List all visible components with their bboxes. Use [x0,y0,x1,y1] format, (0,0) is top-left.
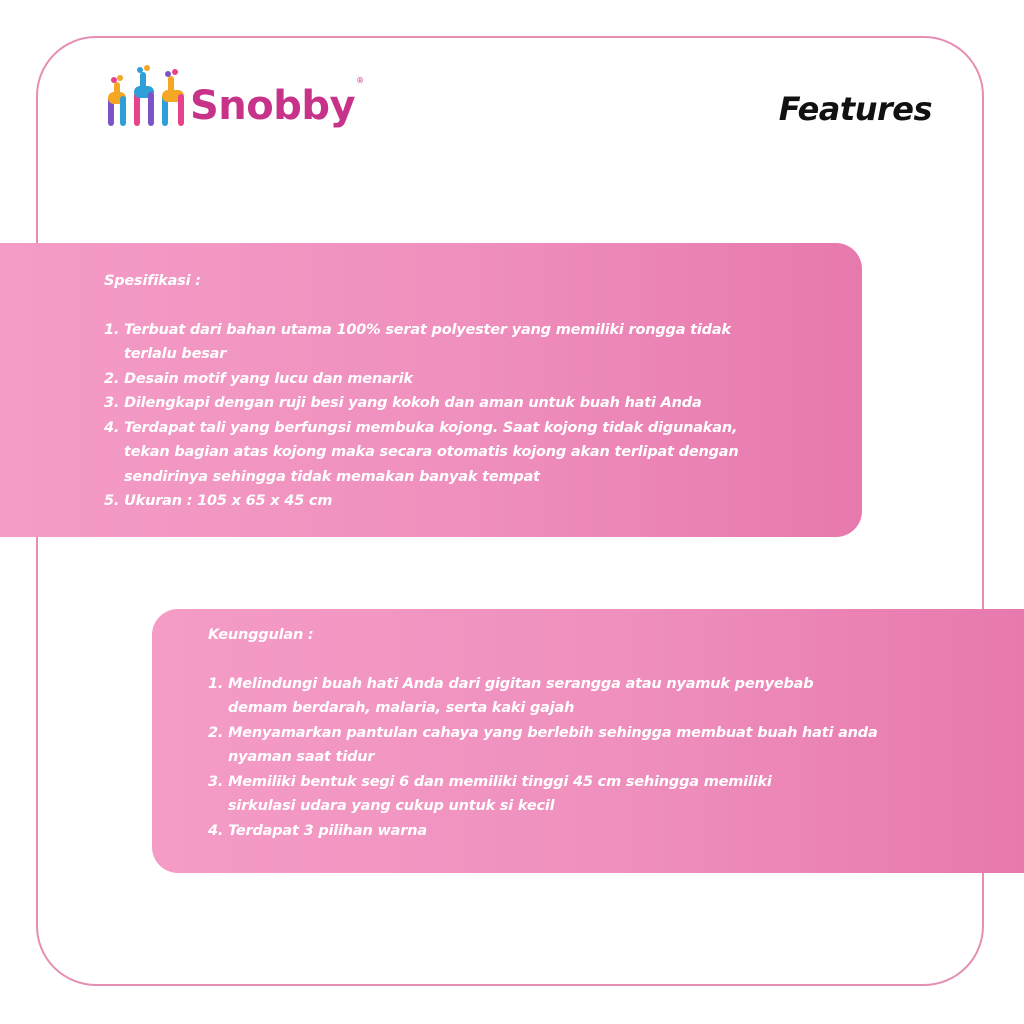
item-text: Terdapat 3 pilihan warna [228,822,427,839]
list-item [104,416,862,490]
item-number: 4. [104,419,120,436]
giraffe-logo-icon [104,62,188,132]
item-number: 3. [104,395,120,411]
list-item [208,770,1024,819]
item-text: Desain motif yang lucu dan menarik [124,370,413,387]
list-item [104,367,862,392]
list-item [208,721,1024,770]
list-item [104,391,862,416]
item-text-continued: demam berdarah, malaria, serta kaki gajah [228,700,575,716]
registered-mark: ® [356,76,365,85]
keunggulan-list [208,672,1024,844]
item-text: Menyamarkan pantulan cahaya yang berlebih sehingga membuat buah hati anda [228,724,878,741]
item-number: 3. [208,773,224,790]
list-item [104,489,862,514]
item-number: 5. [104,493,120,509]
item-number: 1. [208,675,224,692]
page-title: Features [778,90,932,128]
spesifikasi-panel [0,243,862,537]
item-text: Terdapat tali yang berfungsi membuka kojong. Saat kojong tidak digunakan, [124,419,738,436]
item-number: 4. [208,822,224,839]
list-item [208,672,1024,721]
item-text-continued: terlalu besar [124,346,227,362]
item-text: Melindungi buah hati Anda dari gigitan serangga atau nyamuk penyebab [228,675,814,692]
spesifikasi-title: Spesifikasi : [104,273,201,289]
item-text: Memiliki bentuk segi 6 dan memiliki tinggi 45 cm sehingga memiliki [228,773,772,790]
item-text-continued: nyaman saat tidur [228,749,375,765]
brand-name: Snobby [190,83,356,129]
list-item [104,318,862,367]
spesifikasi-list [104,318,862,514]
item-number: 2. [104,370,120,387]
item-text: Dilengkapi dengan ruji besi yang kokoh dan aman untuk buah hati Anda [124,395,702,411]
brand-logo [104,62,364,132]
item-number: 2. [208,724,224,741]
list-item [208,819,1024,844]
item-text: Ukuran : 105 x 65 x 45 cm [124,493,333,509]
item-text-continued: tekan bagian atas kojong maka secara otomatis kojong akan terlipat dengan [124,444,739,460]
item-number: 1. [104,321,120,338]
item-text-continued: sendirinya sehingga tidak memakan banyak tempat [124,468,540,485]
item-text-continued: sirkulasi udara yang cukup untuk si kecil [228,798,555,814]
item-text: Terbuat dari bahan utama 100% serat polyester yang memiliki rongga tidak [124,321,731,338]
keunggulan-title: Keunggulan : [208,627,314,643]
keunggulan-panel [152,609,1024,873]
